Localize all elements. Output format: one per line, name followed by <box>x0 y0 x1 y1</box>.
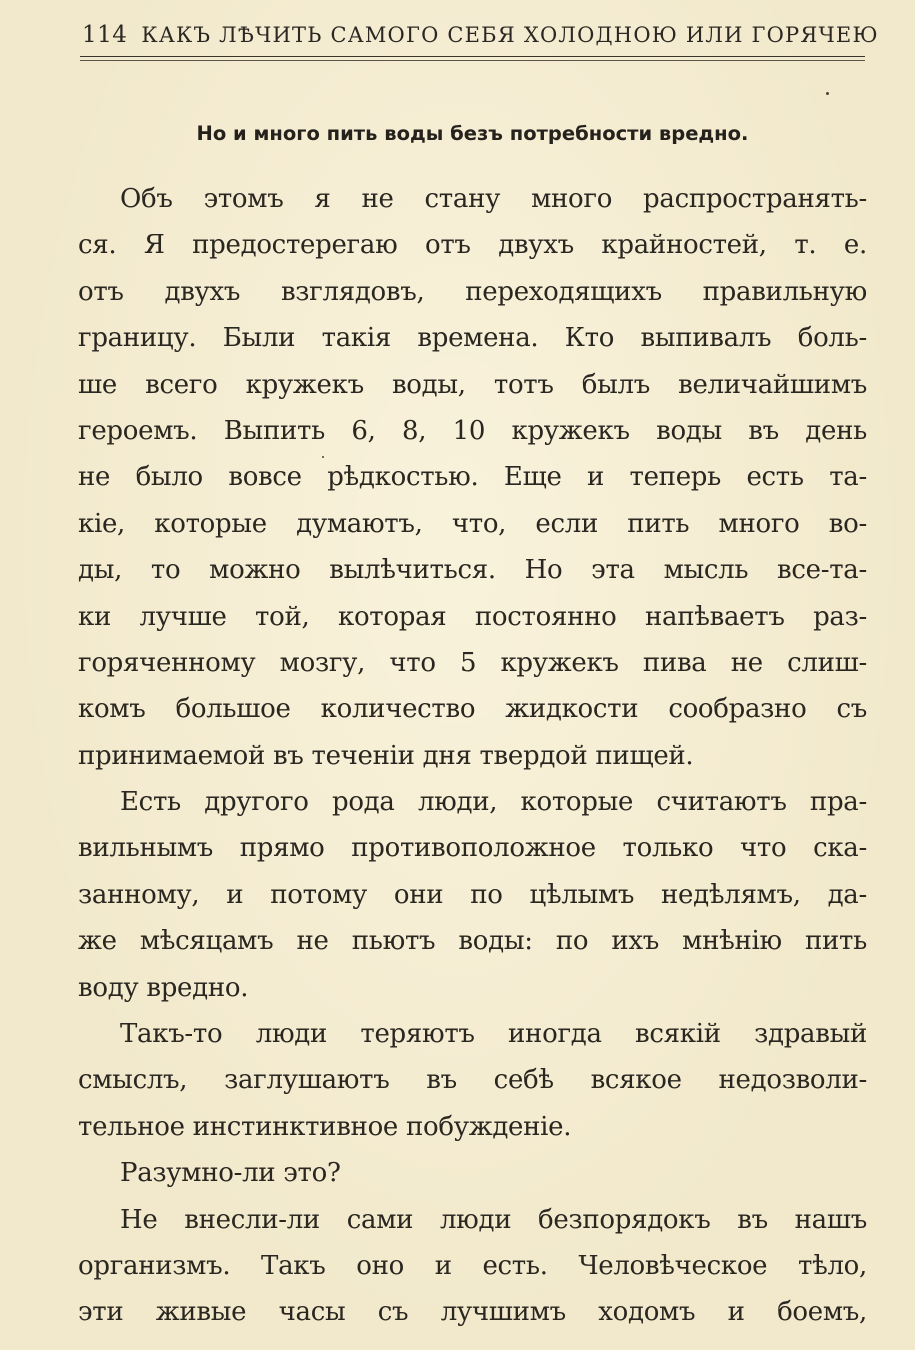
body-text <box>78 176 867 1336</box>
text-line: Такъ-то люди теряютъ иногда всякій здравый <box>120 1019 867 1050</box>
text-line: отъ двухъ взглядовъ, переходящихъ правильную <box>78 276 867 307</box>
text-line: Есть другого рода люди, которые считаютъ пра- <box>120 787 867 818</box>
text-line: комъ большое количество жидкости сообразно съ <box>78 694 867 725</box>
running-head <box>82 18 879 52</box>
text-line: ше всего кружекъ воды, тотъ былъ величайшимъ <box>78 369 867 400</box>
header-rule <box>80 56 865 57</box>
text-line: не было вовсе рѣдкостью. Еще и теперь есть та- <box>78 462 867 493</box>
paper-speck <box>826 92 829 95</box>
text-line: ся. Я предостерегаю отъ двухъ крайностей, т. е. <box>78 230 867 261</box>
text-line: Разумно-ли это? <box>120 1158 341 1189</box>
text-line: ды, то можно вылѣчиться. Но эта мысль все-та- <box>78 555 867 586</box>
text-line: героемъ. Выпить 6, 8, 10 кружекъ воды въ день <box>78 415 867 446</box>
paper-speck <box>322 456 324 458</box>
running-title: КАКЪ ЛѢЧИТЬ САМОГО СЕБЯ ХОЛОДНОЮ ИЛИ ГОРЯЧЕЮ <box>141 23 879 47</box>
text-line: занному, и потому они по цѣлымъ недѣлямъ, да- <box>78 879 867 910</box>
text-line: Объ этомъ я не стану много распространять- <box>120 184 867 214</box>
text-line: тельное инстинктивное побужденіе. <box>78 1111 572 1142</box>
text-line: ки лучше той, которая постоянно напѣваетъ раз- <box>78 601 867 632</box>
header-rule-thin <box>80 60 865 61</box>
text-line: вильнымъ прямо противоположное только что ска- <box>78 833 867 864</box>
page-number: 114 <box>82 22 128 48</box>
text-line: кіе, которые думаютъ, что, если пить много во- <box>78 508 867 539</box>
text-line: воду вредно. <box>78 972 249 1003</box>
text-line: горяченному мозгу, что 5 кружекъ пива не слиш- <box>78 647 867 678</box>
text-line: организмъ. Такъ оно и есть. Человѣческое тѣло, <box>78 1250 867 1281</box>
text-line: принимаемой въ теченіи дня твердой пищей. <box>78 740 694 771</box>
section-heading: Но и много пить воды безъ потребности вредно. <box>196 122 749 145</box>
text-line: границу. Были такія времена. Кто выпивалъ боль- <box>78 323 867 354</box>
text-line: же мѣсяцамъ не пьютъ воды: по ихъ мнѣнію пить <box>78 926 867 957</box>
text-line: эти живые часы съ лучшимъ ходомъ и боемъ, <box>78 1297 867 1328</box>
text-line: Не внесли-ли сами люди безпорядокъ въ нашъ <box>120 1204 867 1235</box>
text-line: смыслъ, заглушаютъ въ себѣ всякое недозволи- <box>78 1065 867 1096</box>
